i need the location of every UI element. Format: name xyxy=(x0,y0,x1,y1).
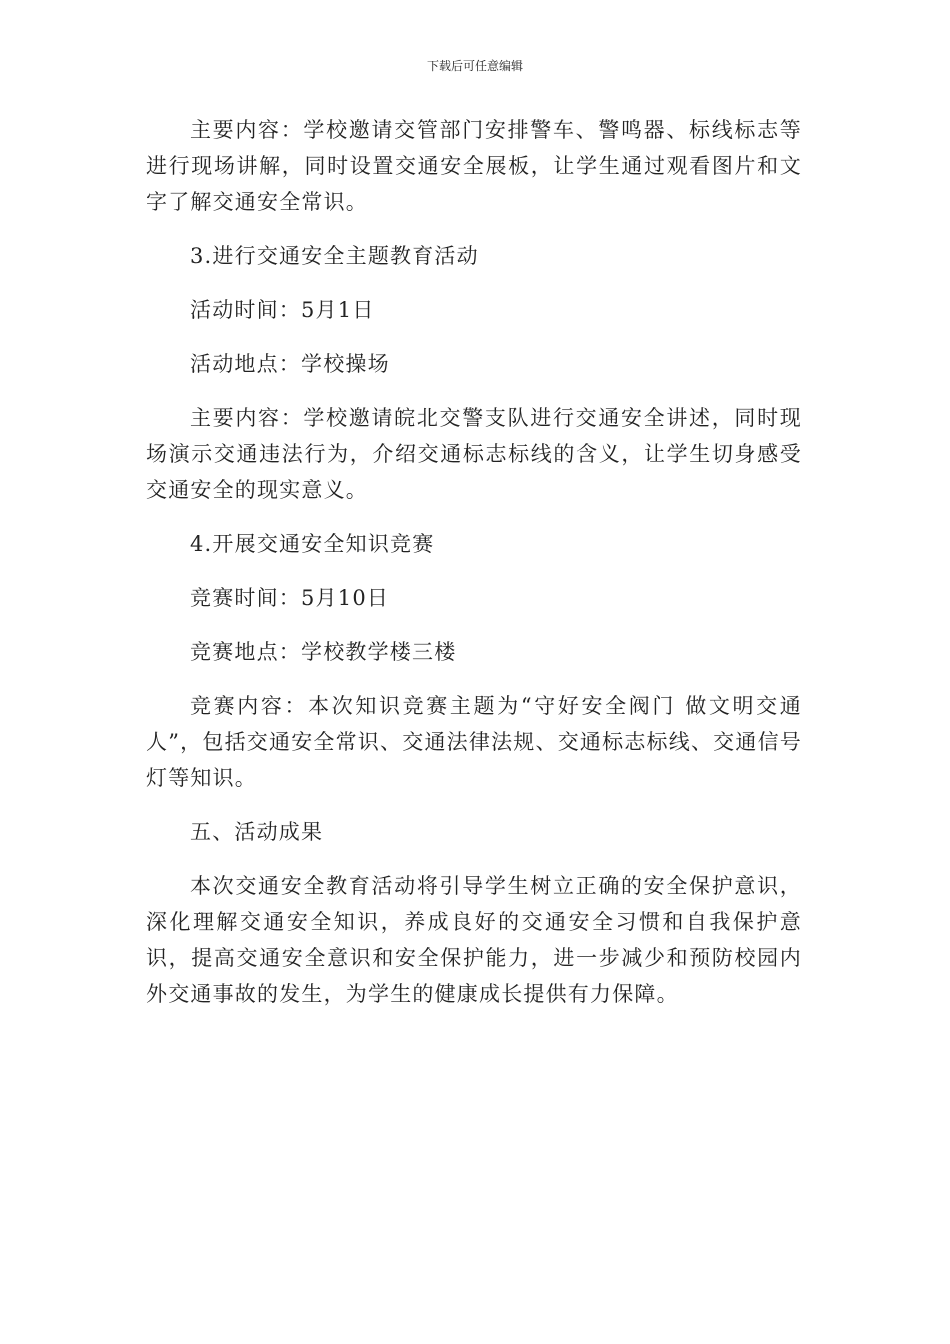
paragraph-competition-location: 竞赛地点：学校教学楼三楼 xyxy=(190,640,457,664)
heading-item-3: 3.进行交通安全主题教育活动 xyxy=(190,244,479,268)
paragraph-activity-time: 活动时间：5月1日 xyxy=(190,298,375,322)
paragraph-main-content-1: 主要内容：学校邀请交管部门安排警车、警鸣器、标线标志等进行现场讲解，同时设置交通安全展板，让学生通过观看图片和文字了解交通安全常识。 xyxy=(146,118,802,214)
paragraph-competition-time: 竞赛时间：5月10日 xyxy=(190,586,390,610)
document-body xyxy=(146,112,802,1030)
paragraph-main-content-2: 主要内容：学校邀请皖北交警支队进行交通安全讲述，同时现场演示交通违法行为，介绍交通标志标线的含义，让学生切身感受交通安全的现实意义。 xyxy=(146,406,802,502)
paragraph-results: 本次交通安全教育活动将引导学生树立正确的安全保护意识，深化理解交通安全知识，养成良好的交通安全习惯和自我保护意识，提高交通安全意识和安全保护能力，进一步减少和预防校园内外交通事故的发生，为学生的健康成长提供有力保障。 xyxy=(146,874,802,1006)
paragraph-competition-content: 竞赛内容：本次知识竞赛主题为“守好安全阀门 做文明交通人”，包括交通安全常识、交通法律法规、交通标志标线、交通信号灯等知识。 xyxy=(146,694,802,790)
paragraph-activity-location: 活动地点：学校操场 xyxy=(190,352,390,376)
heading-item-4: 4.开展交通安全知识竞赛 xyxy=(190,532,435,556)
heading-section-5: 五、活动成果 xyxy=(190,820,324,844)
page-header: 下载后可任意编辑 xyxy=(426,59,523,73)
